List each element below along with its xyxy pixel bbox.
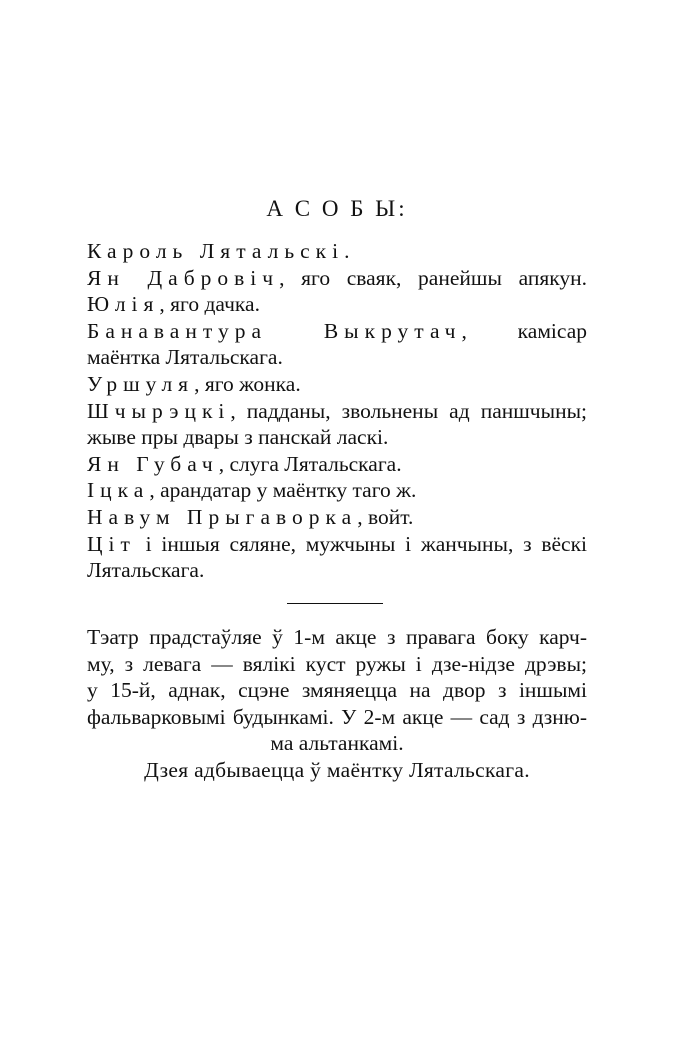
section-divider — [287, 603, 383, 604]
character-name: Ян Губач — [87, 451, 219, 476]
character-name: Кароль Лятальскі. — [87, 239, 356, 263]
stage-line: у 15-й, аднак, сцэне змяняецца на двор з іншымі — [87, 678, 587, 703]
cast-entry — [87, 451, 587, 478]
stage-line: ма альтанкамі. — [270, 731, 404, 756]
character-name: Уршуля — [87, 371, 195, 396]
character-name: Банавантура Выкрутач — [87, 318, 462, 343]
character-description: , яго жонка. — [194, 371, 301, 396]
cast-entry — [87, 531, 587, 558]
character-description: , камісар — [461, 318, 587, 343]
character-description: , яго дачка. — [159, 292, 260, 317]
cast-entry — [87, 504, 587, 531]
cast-entry — [87, 398, 587, 425]
cast-entry — [87, 291, 587, 318]
cast-entry-continuation: маёнтка Лятальскага. — [87, 345, 283, 370]
cast-entry — [87, 371, 587, 398]
character-name: Юлія — [87, 292, 160, 317]
character-description: і іншыя сяляне, мужчыны і жанчыны, з вёскі — [135, 531, 587, 556]
character-description: , войт. — [357, 504, 414, 529]
cast-entry — [87, 238, 587, 265]
cast-entry-continuation: жыве пры двары з панскай ласкі. — [87, 425, 389, 450]
cast-list — [87, 238, 587, 584]
stage-line: Тэатр прадстаўляе ў 1-м акце з правага боку карч- — [87, 625, 587, 649]
character-description: , слуга Лятальскага. — [218, 451, 402, 476]
stage-line: фальварковымі будынкамі. У 2-м акце — сад з дзню- — [87, 704, 587, 729]
character-name: Навум Прыгаворка — [87, 504, 358, 529]
character-description: , падданы, звольнены ад паншчыны; — [230, 398, 587, 423]
page-title: А С О Б Ы: — [266, 196, 408, 221]
character-name: Ціт — [87, 531, 136, 556]
setting-location: Дзея адбываецца ў маёнтку Лятальскага. — [144, 757, 530, 782]
character-name: Іцка — [87, 478, 150, 503]
cast-entry — [87, 477, 587, 504]
character-name: Шчырэцкі — [87, 398, 231, 423]
cast-entry — [87, 265, 587, 292]
cast-entry-continuation: Лятальскага. — [87, 558, 205, 583]
stage-line: му, з левага — вялікі куст ружы і дзе-нідзе дрэвы; — [87, 651, 587, 676]
cast-entry — [87, 318, 587, 345]
stage-directions — [87, 624, 587, 784]
character-description: , арандатар у маёнтку таго ж. — [149, 478, 417, 503]
character-name: Ян Дабровіч — [87, 265, 280, 290]
character-description: , яго сваяк, ранейшы апякун. — [279, 265, 587, 290]
